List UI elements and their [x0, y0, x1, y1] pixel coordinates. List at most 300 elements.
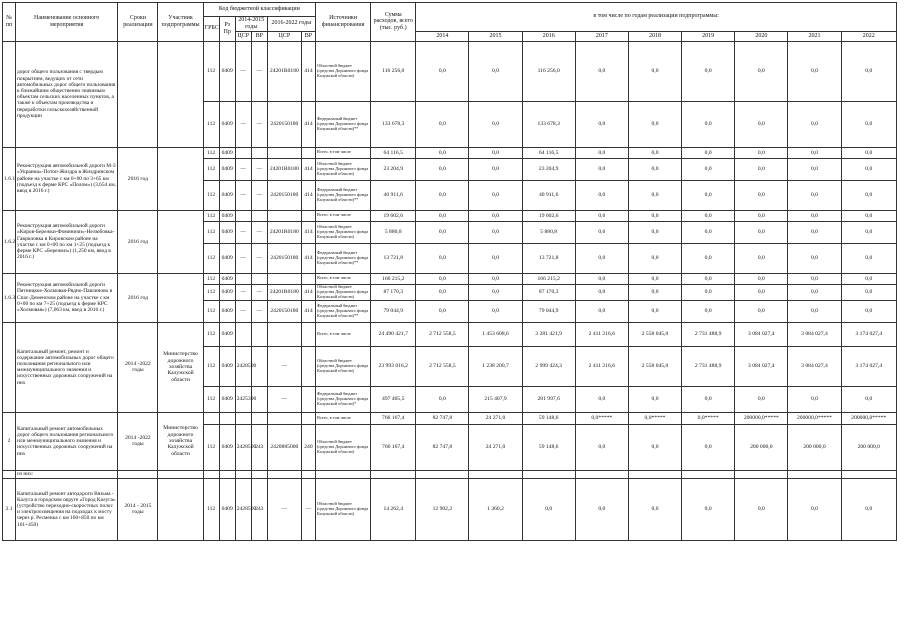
cell-csr-1415: — [235, 158, 251, 180]
cell-year-2019: 0,0 [682, 147, 735, 158]
cell-csr-1415 [235, 412, 251, 424]
cell-vr-1415 [251, 147, 267, 158]
table-row [3, 478, 897, 540]
cell-year-2021: 0,0 [788, 147, 841, 158]
header-name: Наименование основного мероприятия [16, 3, 118, 42]
cell-rzpr: 0409 [219, 41, 235, 101]
cell-source: Всего, в том числе [315, 273, 370, 284]
cell-year-2016: 87 170,3 [522, 284, 575, 300]
row-term: 2016 год [118, 147, 158, 210]
header-sum: Сумма расходов, всего (тыс. руб.) [371, 3, 416, 42]
cell-year-2022: 3 174 027,4 [841, 346, 896, 386]
cell-year-2014: 2 712 558,5 [416, 322, 469, 346]
cell-year-2019: 0,0 [682, 158, 735, 180]
cell-year-2021: 0,0 [788, 101, 841, 147]
cell-year-2015: 0,0 [469, 180, 522, 210]
row-participant: Министерство дорожного хозяйства Калужской области [158, 322, 203, 412]
cell-sum: 497 405,5 [371, 386, 416, 412]
cell-vr-1415 [251, 210, 267, 221]
cell-year-2014: 0,0 [416, 386, 469, 412]
cell-vr-1622: 414 [301, 101, 315, 147]
cell-sum: 40 911,6 [371, 180, 416, 210]
cell-grbs: 112 [203, 210, 219, 221]
cell-csr-1622: 2420150180 [267, 101, 301, 147]
cell-year-2020: 0,0 [735, 147, 788, 158]
cell-grbs: 112 [203, 101, 219, 147]
cell-rzpr: 0409 [219, 221, 235, 243]
cell-vr-1622 [301, 147, 315, 158]
cell-year-2015: 1 238 200,7 [469, 346, 522, 386]
header-y1415: 2014-2015 годы [235, 17, 267, 32]
cell-vr-1622: 414 [301, 284, 315, 300]
cell-year-2020: 0,0 [735, 180, 788, 210]
cell-year-2020: 0,0 [735, 273, 788, 284]
cell-csr-1622: — [267, 386, 301, 412]
cell-year-2018: 0,0 [628, 243, 681, 273]
cell-rzpr: 0409 [219, 147, 235, 158]
cell-year-2014: 0,0 [416, 41, 469, 101]
header-rzpr: Рз Пр [219, 17, 235, 42]
cell-vr-1622: 414 [301, 41, 315, 101]
cell-year-2015: 0,0 [469, 243, 522, 273]
empty-cell [203, 470, 219, 478]
table-row [3, 273, 897, 284]
cell-grbs: 112 [203, 478, 219, 540]
cell-csr-1622: 24201R0180 [267, 221, 301, 243]
cell-vr-1415: — [251, 180, 267, 210]
cell-year-2020: 0,0 [735, 243, 788, 273]
cell-year-2017: 0,0 [575, 273, 628, 284]
cell-year-2021: 0,0 [788, 158, 841, 180]
empty-cell [788, 470, 841, 478]
cell-year-2017: 0,0 [575, 210, 628, 221]
cell-year-2016: 116 256,0 [522, 41, 575, 101]
cell-year-2020: 200 000,0 [735, 424, 788, 470]
cell-vr-1415: — [251, 284, 267, 300]
cell-year-2015: 0,0 [469, 221, 522, 243]
cell-source: Всего, в том числе [315, 147, 370, 158]
cell-year-2020: 0,0 [735, 41, 788, 101]
row-participant [158, 470, 203, 478]
cell-year-2020: 0,0 [735, 158, 788, 180]
cell-year-2021: 0,0 [788, 386, 841, 412]
cell-year-2022: 0,0 [841, 273, 896, 284]
cell-year-2021: 0,0 [788, 478, 841, 540]
cell-year-2018: 0,0 [628, 221, 681, 243]
cell-sum: 133 678,3 [371, 101, 416, 147]
cell-csr-1622 [267, 147, 301, 158]
cell-year-2022: 0,0 [841, 221, 896, 243]
cell-year-2018: 2 558 045,0 [628, 322, 681, 346]
header-term: Сроки реализации [118, 3, 158, 42]
cell-year-2020: 0,0 [735, 221, 788, 243]
cell-source: Областной бюджет (средства Дорожного фонда Калужской области) [315, 284, 370, 300]
cell-year-2017: 0,0 [575, 41, 628, 101]
empty-cell [267, 470, 301, 478]
cell-rzpr: 0409 [219, 284, 235, 300]
cell-sum: 116 256,0 [371, 41, 416, 101]
cell-vr-1415 [251, 322, 267, 346]
cell-sum: 766 167,4 [371, 412, 416, 424]
cell-year-2014: 0,0 [416, 210, 469, 221]
cell-rzpr: 0409 [219, 273, 235, 284]
cell-csr-1622 [267, 322, 301, 346]
header-year-2018: 2018 [628, 31, 681, 41]
cell-vr-1415: 243 [251, 478, 267, 540]
cell-year-2016: 79 044,9 [522, 300, 575, 322]
cell-year-2020: 0,0 [735, 386, 788, 412]
cell-year-2016: 5 880,8 [522, 221, 575, 243]
cell-year-2019: 2 731 488,9 [682, 346, 735, 386]
empty-cell [301, 470, 315, 478]
cell-grbs: 112 [203, 243, 219, 273]
cell-vr-1415: — [251, 101, 267, 147]
cell-year-2019: 0,0 [682, 424, 735, 470]
cell-vr-1415 [251, 273, 267, 284]
cell-year-2022: 0,0 [841, 41, 896, 101]
cell-vr-1622: 414 [301, 158, 315, 180]
header-participant: Участник подпрограммы [158, 3, 203, 42]
cell-source: Областной бюджет (средства Дорожного фонда Калужской области) [315, 41, 370, 101]
cell-csr-1622: 24201R0180 [267, 41, 301, 101]
row-name: Капитальный ремонт, ремонт и содержание автомобильных дорог общего пользования регионального или межмуниципального значения и искусственных дорожных сооружений на них [16, 322, 118, 412]
header-vr-1: ВР [251, 31, 267, 41]
cell-year-2015: 0,0 [469, 273, 522, 284]
cell-source: Всего, в том числе [315, 210, 370, 221]
cell-year-2015: 24 271,0 [469, 412, 522, 424]
cell-csr-1415: 2428500 [235, 424, 251, 470]
cell-rzpr: 0409 [219, 386, 235, 412]
cell-csr-1622: — [267, 478, 301, 540]
cell-year-2015: 0,0 [469, 284, 522, 300]
empty-cell [522, 470, 575, 478]
row-term: 2016 год [118, 273, 158, 322]
cell-vr-1622 [301, 273, 315, 284]
empty-cell [371, 470, 416, 478]
cell-csr-1622 [267, 273, 301, 284]
cell-source: Областной бюджет (средства Дорожного фонда Калужской области) [315, 424, 370, 470]
cell-year-2014: 0,0 [416, 273, 469, 284]
row-term: 2014 -2022 годы [118, 322, 158, 412]
cell-year-2017: 0,0 [575, 300, 628, 322]
cell-year-2018: 2 558 045,0 [628, 346, 681, 386]
header-byyears: в том числе по годам реализации подпрограммы: [416, 3, 897, 32]
cell-sum: 79 044,9 [371, 300, 416, 322]
cell-vr-1622 [301, 210, 315, 221]
cell-year-2014: 0,0 [416, 300, 469, 322]
cell-grbs: 112 [203, 180, 219, 210]
cell-vr-1622: 414 [301, 180, 315, 210]
row-name: Реконструкция автомобильной дороги Пятницкое-Холмовая-Рядно-Павлиново в Спас-Деменском районе на участке с км 0+00 по км 7+25 (подъезд к ферме КРС «Холмовая») (7,063 км, ввод в 2016 г.) [16, 273, 118, 322]
cell-year-2022: 0,0 [841, 386, 896, 412]
empty-cell [315, 470, 370, 478]
cell-sum: 14 262,4 [371, 478, 416, 540]
cell-year-2022: 0,0 [841, 300, 896, 322]
cell-year-2022: 0,0 [841, 180, 896, 210]
cell-rzpr: 0409 [219, 243, 235, 273]
cell-year-2021: 0,0 [788, 300, 841, 322]
cell-grbs: 112 [203, 273, 219, 284]
cell-csr-1415: — [235, 300, 251, 322]
row-number [3, 322, 16, 412]
row-participant [158, 147, 203, 210]
cell-rzpr: 0409 [219, 180, 235, 210]
cell-csr-1415 [235, 147, 251, 158]
header-csr-2: ЦСР [267, 31, 301, 41]
cell-vr-1622 [301, 386, 315, 412]
cell-vr-1415: — [251, 300, 267, 322]
cell-sum: 87 170,3 [371, 284, 416, 300]
cell-csr-1415 [235, 210, 251, 221]
row-name: Капитальный ремонт автодороги Вязьма - Калуга в городском округе «Город Калуга» (устройство переходно-скоростных полос и электроосвещения на подходах к мосту через р. Ресменка с км 160+850 по км 161+450) [16, 478, 118, 540]
cell-source: Федеральный бюджет (средства Дорожного фонда Калужской области)** [315, 243, 370, 273]
cell-vr-1622 [301, 346, 315, 386]
row-name: дорог общего пользования с твердым покрытием, ведущих от сети автомобильных дорог общего пользования к ближайшим общественно значимым объектам сельских населенных пунктов, а также к объектам производства и переработки сельскохозяйственной продукции [16, 41, 118, 147]
cell-year-2021: 0,0 [788, 221, 841, 243]
cell-year-2016: 64 116,5 [522, 147, 575, 158]
cell-year-2017: 0,0 [575, 101, 628, 147]
cell-rzpr [219, 412, 235, 424]
cell-grbs [203, 412, 219, 424]
header-no: № пп [3, 3, 16, 42]
cell-source: Федеральный бюджет (средства Дорожного фонда Калужской области)** [315, 101, 370, 147]
cell-csr-1415: 2428500 [235, 478, 251, 540]
cell-csr-1622: 24201R0180 [267, 284, 301, 300]
cell-sum: 24 490 421,7 [371, 322, 416, 346]
row-participant [158, 41, 203, 147]
table-row [3, 210, 897, 221]
cell-csr-1415: — [235, 180, 251, 210]
row-number: 1.6.3 [3, 273, 16, 322]
row-term: 2014 -2022 годы [118, 412, 158, 470]
cell-csr-1622 [267, 412, 301, 424]
cell-rzpr: 0409 [219, 210, 235, 221]
header-year-2022: 2022 [841, 31, 896, 41]
cell-grbs: 112 [203, 322, 219, 346]
header-year-2021: 2021 [788, 31, 841, 41]
cell-year-2014: 0,0 [416, 221, 469, 243]
cell-year-2019: 0,0***** [682, 412, 735, 424]
cell-year-2021: 0,0 [788, 273, 841, 284]
cell-year-2017: 0,0 [575, 221, 628, 243]
cell-year-2022: 200 000,0 [841, 424, 896, 470]
cell-year-2016: 40 911,6 [522, 180, 575, 210]
header-vr-2: ВР [301, 31, 315, 41]
cell-rzpr: 0409 [219, 424, 235, 470]
empty-cell [735, 470, 788, 478]
cell-year-2018: 0,0 [628, 386, 681, 412]
table-row [3, 147, 897, 158]
cell-year-2021: 0,0 [788, 243, 841, 273]
cell-year-2021: 200 000,0 [788, 424, 841, 470]
cell-year-2022: 0,0 [841, 158, 896, 180]
cell-year-2017: 2 411 216,6 [575, 322, 628, 346]
cell-year-2019: 0,0 [682, 386, 735, 412]
table-row [3, 322, 897, 346]
header-grbs: ГРБС [203, 17, 219, 42]
cell-year-2016: 2 999 424,3 [522, 346, 575, 386]
cell-grbs: 112 [203, 147, 219, 158]
cell-year-2019: 2 731 488,9 [682, 322, 735, 346]
cell-year-2017: 0,0 [575, 284, 628, 300]
cell-year-2020: 0,0 [735, 300, 788, 322]
row-participant: Министерство дорожного хозяйства Калужской области [158, 412, 203, 470]
cell-rzpr: 0409 [219, 322, 235, 346]
table-header [3, 3, 897, 42]
cell-year-2015: 1 453 608,6 [469, 322, 522, 346]
cell-year-2017: 0,0 [575, 158, 628, 180]
row-name: Реконструкция автомобильной дороги «Киров-Бережки-Фоминичи»-Нелюбовка-Гавриловка в Кировском районе на участке с км 0+00 по км 1+25 (подъезд к ферме КРС «Бережки») (1,250 км, ввод в 2016 г.) [16, 210, 118, 273]
cell-year-2021: 0,0 [788, 180, 841, 210]
cell-vr-1622 [301, 322, 315, 346]
cell-year-2014: 0,0 [416, 284, 469, 300]
cell-vr-1622: 414 [301, 221, 315, 243]
cell-csr-1622: 2420150180 [267, 180, 301, 210]
row-number: 2 [3, 412, 16, 470]
row-number: 1.6.1 [3, 147, 16, 210]
cell-year-2022: 0,0 [841, 147, 896, 158]
cell-year-2019: 0,0 [682, 41, 735, 101]
cell-vr-1415: — [251, 158, 267, 180]
cell-year-2015: 0,0 [469, 147, 522, 158]
header-year-2020: 2020 [735, 31, 788, 41]
header-year-2015: 2015 [469, 31, 522, 41]
cell-year-2022: 0,0 [841, 243, 896, 273]
cell-year-2016: 166 215,2 [522, 273, 575, 284]
cell-grbs: 112 [203, 221, 219, 243]
cell-csr-1622: 2420150180 [267, 300, 301, 322]
cell-sum: 64 116,5 [371, 147, 416, 158]
cell-year-2015: 0,0 [469, 210, 522, 221]
cell-year-2018: 0,0 [628, 478, 681, 540]
row-name: Реконструкция автомобильной дороги М-3 «Украина»-Потоп-Жиздра в Жиздринском районе на участке с км 0+00 по 3+65 км (подъезд к ферме КРС «Полом») (3,654 км, ввод в 2016 г.) [16, 147, 118, 210]
empty-cell [219, 470, 235, 478]
cell-year-2014: 0,0 [416, 158, 469, 180]
cell-rzpr: 0409 [219, 346, 235, 386]
cell-source: Областной бюджет (средства Дорожного фонда Калужской области) [315, 346, 370, 386]
cell-year-2021: 0,0 [788, 41, 841, 101]
cell-year-2017: 2 411 216,6 [575, 346, 628, 386]
cell-year-2016: 13 721,8 [522, 243, 575, 273]
cell-sum: 23 993 016,2 [371, 346, 416, 386]
cell-csr-1415 [235, 273, 251, 284]
cell-year-2015: 1 360,2 [469, 478, 522, 540]
cell-year-2018: 0,0 [628, 101, 681, 147]
cell-csr-1415: — [235, 243, 251, 273]
cell-year-2015: 0,0 [469, 300, 522, 322]
cell-csr-1415: — [235, 101, 251, 147]
cell-source: Областной бюджет (средства Дорожного фонда Калужской области) [315, 221, 370, 243]
cell-year-2020: 200000,0***** [735, 412, 788, 424]
cell-csr-1415: 2428500 [235, 346, 251, 386]
cell-year-2016: 59 148,6 [522, 424, 575, 470]
cell-sum: 13 721,8 [371, 243, 416, 273]
cell-year-2018: 0,0 [628, 158, 681, 180]
cell-source: Всего, в том числе [315, 322, 370, 346]
row-participant [158, 273, 203, 322]
empty-cell [251, 470, 267, 478]
cell-year-2022: 0,0 [841, 284, 896, 300]
cell-year-2019: 0,0 [682, 284, 735, 300]
cell-year-2018: 0,0 [628, 180, 681, 210]
cell-year-2017: 0,0 [575, 478, 628, 540]
cell-year-2020: 0,0 [735, 478, 788, 540]
row-number: 2.1 [3, 478, 16, 540]
cell-year-2016: 59 148,6 [522, 412, 575, 424]
header-csr-1: ЦСР [235, 31, 251, 41]
cell-year-2019: 0,0 [682, 243, 735, 273]
header-year-2014: 2014 [416, 31, 469, 41]
cell-sum: 166 215,2 [371, 273, 416, 284]
cell-year-2018: 0,0 [628, 210, 681, 221]
cell-year-2021: 0,0 [788, 210, 841, 221]
cell-year-2021: 3 084 027,4 [788, 322, 841, 346]
cell-year-2017: 0,0 [575, 424, 628, 470]
row-name: из них: [16, 470, 118, 478]
cell-rzpr: 0409 [219, 478, 235, 540]
cell-year-2020: 0,0 [735, 101, 788, 147]
cell-sum: 19 602,6 [371, 210, 416, 221]
cell-year-2020: 3 084 027,4 [735, 346, 788, 386]
cell-year-2017: 0,0 [575, 386, 628, 412]
cell-vr-1622: 414 [301, 243, 315, 273]
cell-year-2015: 0,0 [469, 158, 522, 180]
cell-grbs: 112 [203, 346, 219, 386]
row-number [3, 41, 16, 147]
cell-year-2022: 3 174 027,4 [841, 322, 896, 346]
row-term: 2014 - 2015 годы [118, 478, 158, 540]
cell-year-2018: 0,0 [628, 147, 681, 158]
cell-csr-1622: 2420150180 [267, 243, 301, 273]
empty-cell [416, 470, 469, 478]
row-participant [158, 210, 203, 273]
cell-year-2014: 0,0 [416, 101, 469, 147]
cell-year-2019: 0,0 [682, 273, 735, 284]
cell-year-2019: 0,0 [682, 300, 735, 322]
cell-year-2018: 0,0 [628, 273, 681, 284]
cell-year-2016: 19 602,6 [522, 210, 575, 221]
cell-source: Федеральный бюджет (средства Дорожного фонда Калужской области)** [315, 300, 370, 322]
table-row [3, 412, 897, 424]
cell-vr-1415: — [251, 221, 267, 243]
row-number: 1.6.2 [3, 210, 16, 273]
cell-year-2014: 12 902,2 [416, 478, 469, 540]
cell-grbs: 112 [203, 386, 219, 412]
cell-year-2014: 0,0 [416, 243, 469, 273]
cell-year-2019: 0,0 [682, 478, 735, 540]
cell-year-2017: 0,0 [575, 243, 628, 273]
header-code: Код бюджетной классификации [203, 3, 315, 17]
cell-csr-1415: 2425390 [235, 386, 251, 412]
budget-table [2, 2, 897, 541]
cell-year-2014: 0,0 [416, 147, 469, 158]
cell-csr-1622: 24201R0180 [267, 158, 301, 180]
cell-year-2019: 0,0 [682, 210, 735, 221]
cell-vr-1415 [251, 412, 267, 424]
cell-year-2015: 24 271,0 [469, 424, 522, 470]
cell-source: Федеральный бюджет (средства Дорожного фонда Калужской области)* [315, 386, 370, 412]
cell-vr-1622: 414 [301, 300, 315, 322]
empty-cell [575, 470, 628, 478]
cell-source: Федеральный бюджет (средства Дорожного фонда Калужской области)** [315, 180, 370, 210]
cell-vr-1622: — [301, 478, 315, 540]
cell-source: Областной бюджет (средства Дорожного фонда Калужской области) [315, 158, 370, 180]
cell-year-2018: 0,0 [628, 284, 681, 300]
cell-year-2017: 0,0 [575, 147, 628, 158]
cell-sum: 23 204,9 [371, 158, 416, 180]
cell-csr-1415: — [235, 284, 251, 300]
cell-vr-1622 [301, 412, 315, 424]
